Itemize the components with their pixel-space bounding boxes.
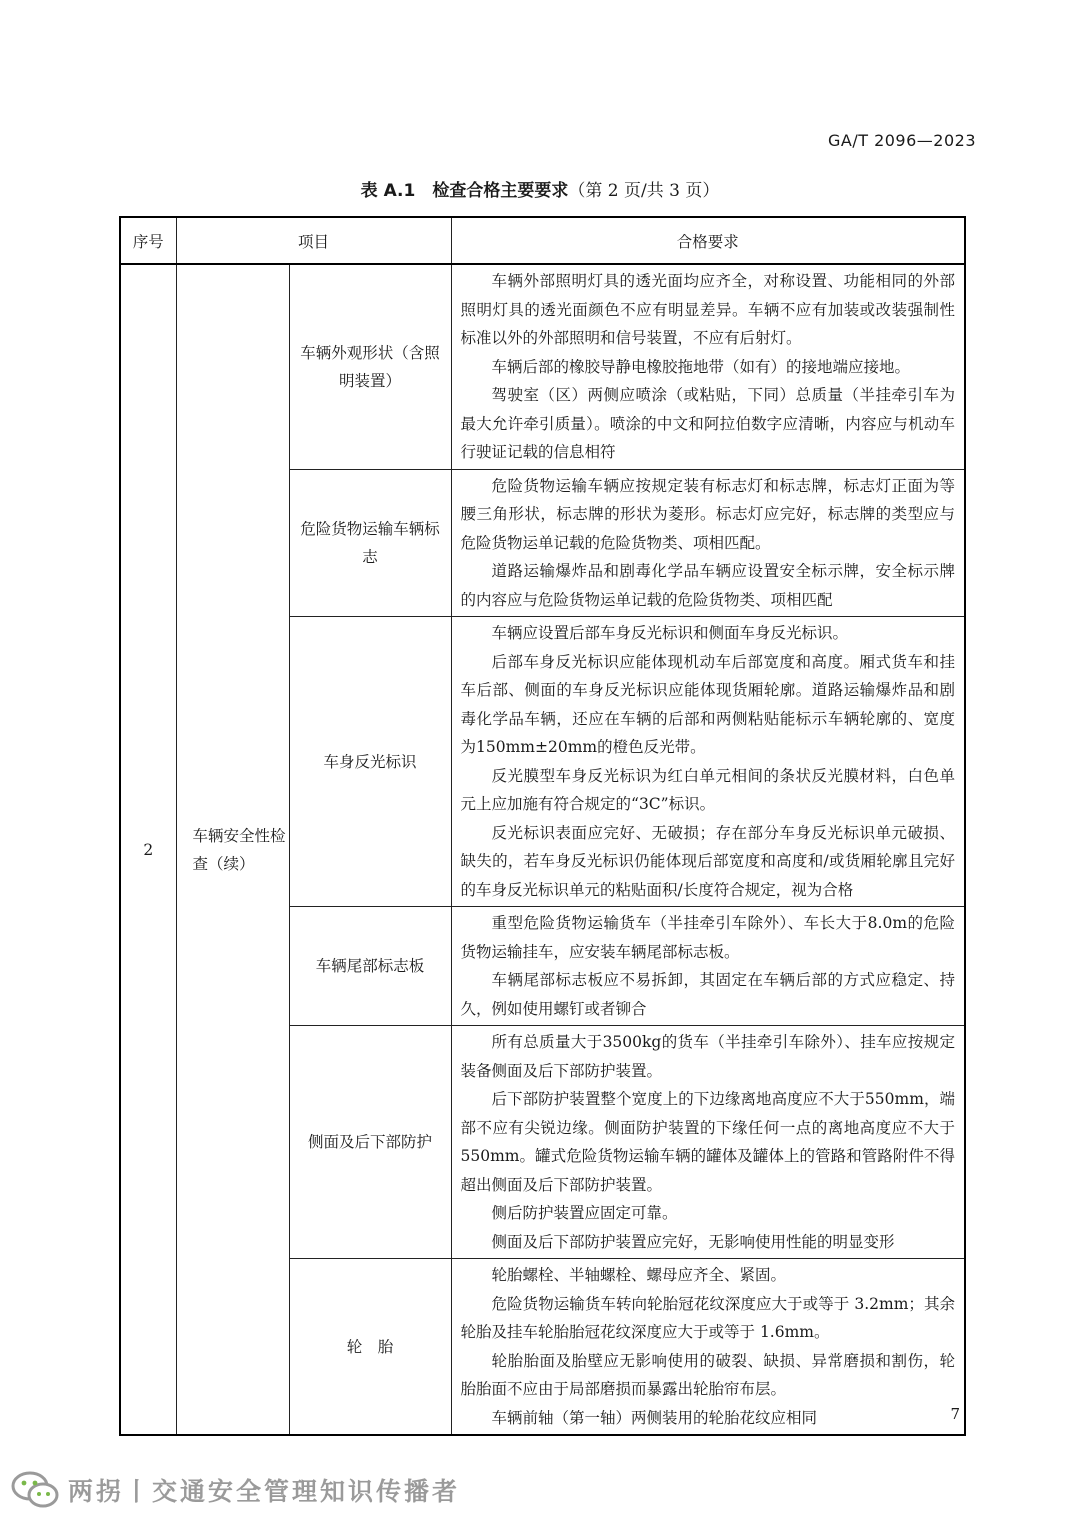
requirement-cell (451, 907, 965, 1026)
requirement-paragraph: 道路运输爆炸品和剧毒化学品车辆应设置安全标示牌，安全标示牌的内容应与危险货物运单记载的危险货物类、项相匹配 (460, 562, 956, 609)
header-seq: 序号 (120, 217, 176, 264)
requirements-table (119, 216, 966, 1436)
requirement-paragraph: 后下部防护装置整个宽度上的下边缘离地高度应不大于550mm，端部不应有尖锐边缘。侧面防护装置的下缘任何一点的离地高度应不大于550mm。罐式危险货物运输车辆的罐体及罐体上的管路和管路附件不得超出侧面及后下部防护装置。 (460, 1090, 956, 1194)
item-cell: 侧面及后下部防护 (289, 1026, 451, 1259)
requirement-paragraph: 驾驶室（区）两侧应喷涂（或粘贴，下同）总质量（半挂牵引车为最大允许牵引质量）。喷涂的中文和阿拉伯数字应清晰，内容应与机动车行驶证记载的信息相符 (460, 386, 956, 461)
requirement-paragraph: 危险货物运输车辆应按规定装有标志灯和标志牌，标志灯正面为等腰三角形状，标志牌的形状为菱形。标志灯应完好，标志牌的类型应与危险货物运单记载的危险货物类、项相匹配。 (460, 476, 956, 552)
watermark-text: 两拐丨交通安全管理知识传播者 (68, 1477, 461, 1506)
requirement-paragraph: 后部车身反光标识应能体现机动车后部宽度和高度。厢式货车和挂车后部、侧面的车身反光标识应能体现货厢轮廓。道路运输爆炸品和剧毒化学品车辆，还应在车辆的后部和两侧粘贴能标示车辆轮廓的、宽度为150mm±20mm的橙色反光带。 (460, 652, 956, 756)
page-number: 7 (950, 1405, 960, 1423)
requirement-paragraph: 轮胎胎面及胎壁应无影响使用的破裂、缺损、异常磨损和割伤，轮胎胎面不应由于局部磨损而暴露出轮胎帘布层。 (460, 1351, 956, 1398)
requirement-paragraph: 车辆前轴（第一轴）两侧装用的轮胎花纹应相同 (491, 1408, 818, 1427)
requirement-paragraph: 危险货物运输货车转向轮胎冠花纹深度应大于或等于 3.2mm；其余轮胎及挂车轮胎胎冠花纹深度应大于或等于 1.6mm。 (460, 1294, 956, 1341)
requirement-paragraph: 车辆后部的橡胶导静电橡胶拖地带（如有）的接地端应接地。 (491, 357, 911, 376)
requirement-paragraph: 轮胎螺栓、半轴螺栓、螺母应齐全、紧固。 (491, 1266, 787, 1284)
requirement-cell (451, 617, 965, 907)
watermark (10, 1468, 460, 1512)
header-requirement: 合格要求 (451, 217, 965, 264)
item-cell: 轮 胎 (289, 1259, 451, 1436)
requirement-paragraph: 所有总质量大于3500kg的货车（半挂牵引车除外）、挂车应按规定装备侧面及后下部防护装置。 (460, 1033, 956, 1080)
seq-cell: 2 (120, 264, 176, 1435)
item-cell: 危险货物运输车辆标志 (289, 469, 451, 617)
requirement-paragraph: 反光标识表面应完好、无破损；存在部分车身反光标识单元破损、缺失的，若车身反光标识仍能体现后部宽度和高度和/或货厢轮廓且完好的车身反光标识单元的粘贴面积/长度符合规定，视为合格 (460, 823, 956, 899)
requirement-cell (451, 469, 965, 617)
item-cell: 车身反光标识 (289, 617, 451, 907)
item-cell: 车辆尾部标志板 (289, 907, 451, 1026)
table-title (0, 176, 1080, 201)
category-cell: 车辆安全性检查（续） (176, 264, 289, 1435)
requirement-paragraph: 反光膜型车身反光标识为红白单元相间的条状反光膜材料，白色单元上应加施有符合规定的“3C”标识。 (460, 766, 956, 813)
table-title-label: 表 A.1 检查合格主要要求 (360, 181, 569, 201)
table-row (120, 264, 965, 469)
wechat-icon (10, 1468, 62, 1512)
table-header-row (120, 217, 965, 264)
requirement-paragraph: 车辆外部照明灯具的透光面均应齐全，对称设置、功能相同的外部照明灯具的透光面颜色不应有明显差异。车辆不应有加装或改装强制性标准以外的外部照明和信号装置，不应有后射灯。 (460, 272, 956, 347)
requirement-paragraph: 车辆应设置后部车身反光标识和侧面车身反光标识。 (491, 624, 849, 642)
requirement-cell (451, 1026, 965, 1259)
table-title-suffix: （第 2 页/共 3 页） (568, 181, 720, 201)
requirement-cell (451, 1259, 965, 1436)
requirement-paragraph: 侧面及后下部防护装置应完好，无影响使用性能的明显变形 (491, 1232, 895, 1251)
requirement-paragraph: 侧后防护装置应固定可靠。 (491, 1204, 678, 1222)
header-item: 项目 (176, 217, 451, 264)
item-cell: 车辆外观形状（含照明装置） (289, 264, 451, 469)
requirement-paragraph: 车辆尾部标志板应不易拆卸，其固定在车辆后部的方式应稳定、持久，例如使用螺钉或者铆合 (460, 971, 956, 1018)
requirement-cell (451, 264, 965, 469)
standard-code: GA/T 2096—2023 (827, 131, 976, 150)
requirement-paragraph: 重型危险货物运输货车（半挂牵引车除外）、车长大于8.0m的危险货物运输挂车，应安装车辆尾部标志板。 (460, 914, 956, 961)
